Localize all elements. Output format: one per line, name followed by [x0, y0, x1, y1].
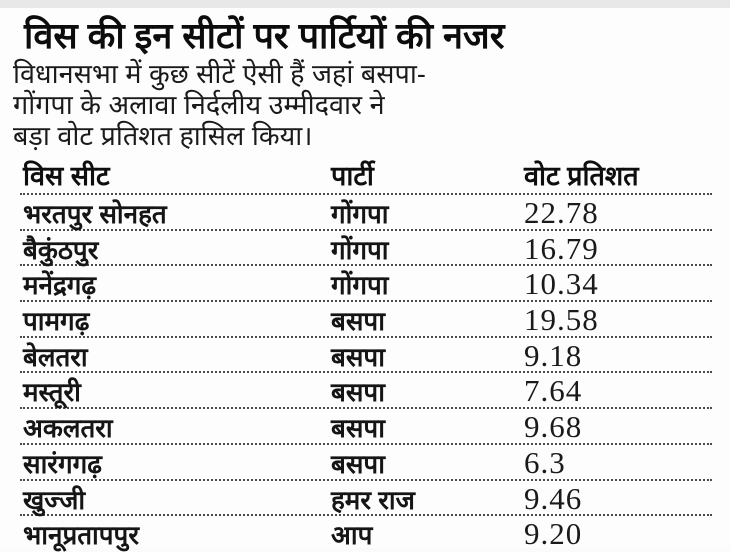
seat-cell: बेलतरा — [23, 341, 88, 372]
seat-cell: मनेंद्रगढ़ — [23, 270, 97, 301]
seat-cell: भानूप्रतापपुर — [23, 520, 139, 551]
seat-cell: खुज्जी — [23, 484, 86, 515]
percent-cell: 22.78 — [524, 195, 599, 230]
percent-cell: 19.58 — [524, 302, 599, 338]
seat-cell: भरतपुर सोनहत — [23, 199, 167, 229]
table-row — [20, 371, 712, 407]
table-row — [20, 229, 712, 265]
percent-cell: 10.34 — [524, 266, 599, 302]
percent-cell: 9.18 — [524, 337, 583, 373]
intro-paragraph — [13, 59, 720, 152]
percent-cell: 6.3 — [524, 444, 566, 480]
table-body — [20, 193, 712, 550]
column-header-percent: वोट प्रतिशत — [524, 160, 639, 191]
percent-cell: 9.46 — [524, 480, 583, 516]
percent-cell: 9.68 — [524, 409, 583, 445]
intro-line-2: गोंगपा के अलावा निर्दलीय उम्मीदवार ने — [13, 90, 385, 120]
table-row — [20, 479, 712, 515]
column-header-party: पार्टी — [331, 160, 374, 191]
party-cell: बसपा — [331, 448, 385, 479]
table-row — [20, 193, 712, 229]
table-row — [20, 407, 712, 443]
headline: विस की इन सीटों पर पार्टियों की नजर — [24, 15, 505, 56]
column-header-seat: विस सीट — [23, 160, 110, 191]
table-row — [20, 336, 712, 372]
table-row — [20, 264, 712, 300]
intro-line-1: विधानसभा में कुछ सीटें ऐसी हैं जहां बसपा- — [13, 59, 426, 89]
party-cell: आप — [331, 520, 373, 551]
seat-cell: सारंगगढ़ — [23, 448, 102, 479]
percent-cell: 16.79 — [524, 230, 599, 266]
table-header-row — [20, 155, 712, 193]
table-row — [20, 443, 712, 479]
party-cell: बसपा — [331, 306, 385, 337]
party-cell: बसपा — [331, 377, 385, 408]
vote-share-table — [20, 155, 712, 550]
seat-cell: बैकुंठपुर — [23, 234, 99, 265]
party-cell: बसपा — [331, 413, 385, 444]
seat-cell: अकलतरा — [23, 413, 113, 444]
percent-cell: 9.20 — [524, 516, 583, 552]
party-cell: बसपा — [331, 341, 385, 372]
intro-line-3: बड़ा वोट प्रतिशत हासिल किया। — [13, 121, 313, 151]
party-cell: गोंगपा — [331, 270, 389, 301]
seat-cell: पामगढ़ — [23, 306, 90, 337]
party-cell: गोंगपा — [331, 199, 389, 229]
percent-cell: 7.64 — [524, 373, 583, 409]
seat-cell: मस्तूरी — [23, 377, 81, 408]
party-cell: गोंगपा — [331, 234, 389, 265]
table-row — [20, 514, 712, 550]
party-cell: हमर राज — [331, 484, 415, 515]
top-edge-strip — [0, 0, 730, 8]
table-row — [20, 300, 712, 336]
